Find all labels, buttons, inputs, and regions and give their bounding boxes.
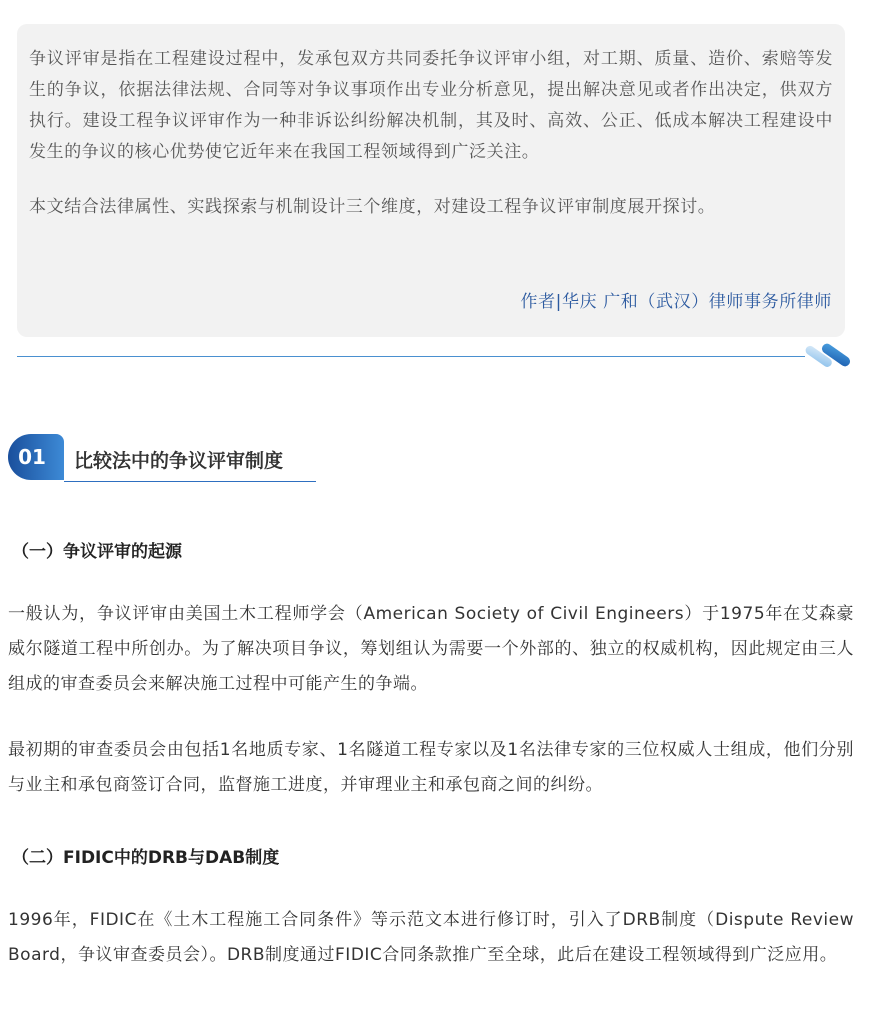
author-credit: 作者|华庆 广和（武汉）律师事务所律师 [520, 292, 832, 312]
intro-box [17, 24, 845, 337]
divider-decoration-icon [800, 342, 856, 374]
intro-paragraph-1: 争议评审是指在工程建设过程中，发承包双方共同委托争议评审小组，对工期、质量、造价、索赔等发生的争议，依据法律法规、合同等对争议事项作出专业分析意见，提出解决意见或者作出决定，供双方执行。建设工程争议评审作为一种非诉讼纠纷解决机制，其及时、高效、公正、低成本解决工程建设中发生的争议的核心优势使它近年来在我国工程领域得到广泛关注。 [29, 49, 833, 162]
section-title-underline [64, 481, 316, 482]
fidic-paragraph-1: 1996年，FIDIC在《土木工程施工合同条件》等示范文本进行修订时，引入了DRB制度（Dispute Review Board，争议审查委员会）。DRB制度通过FIDIC合同条款推广至全球，此后在建设工程领域得到广泛应用。 [8, 910, 854, 965]
divider-line [17, 356, 805, 357]
origin-paragraph-1: 一般认为，争议评审由美国土木工程师学会（American Society of Civil Engineers）于1975年在艾森豪威尔隧道工程中所创办。为了解决项目争议，筹划组认为需要一个外部的、独立的权威机构，因此规定由三人组成的审查委员会来解决施工过程中可能产生的争端。 [8, 604, 854, 694]
section-title: 比较法中的争议评审制度 [74, 450, 284, 472]
subheading-origin: （一）争议评审的起源 [12, 542, 182, 562]
section-number: 01 [18, 445, 46, 469]
intro-paragraph-2: 本文结合法律属性、实践探索与机制设计三个维度，对建设工程争议评审制度展开探讨。 [29, 197, 716, 217]
subheading-fidic: （二）FIDIC中的DRB与DAB制度 [12, 848, 280, 868]
origin-paragraph-2: 最初期的审查委员会由包括1名地质专家、1名隧道工程专家以及1名法律专家的三位权威人士组成，他们分别与业主和承包商签订合同，监督施工进度，并审理业主和承包商之间的纠纷。 [8, 740, 854, 795]
